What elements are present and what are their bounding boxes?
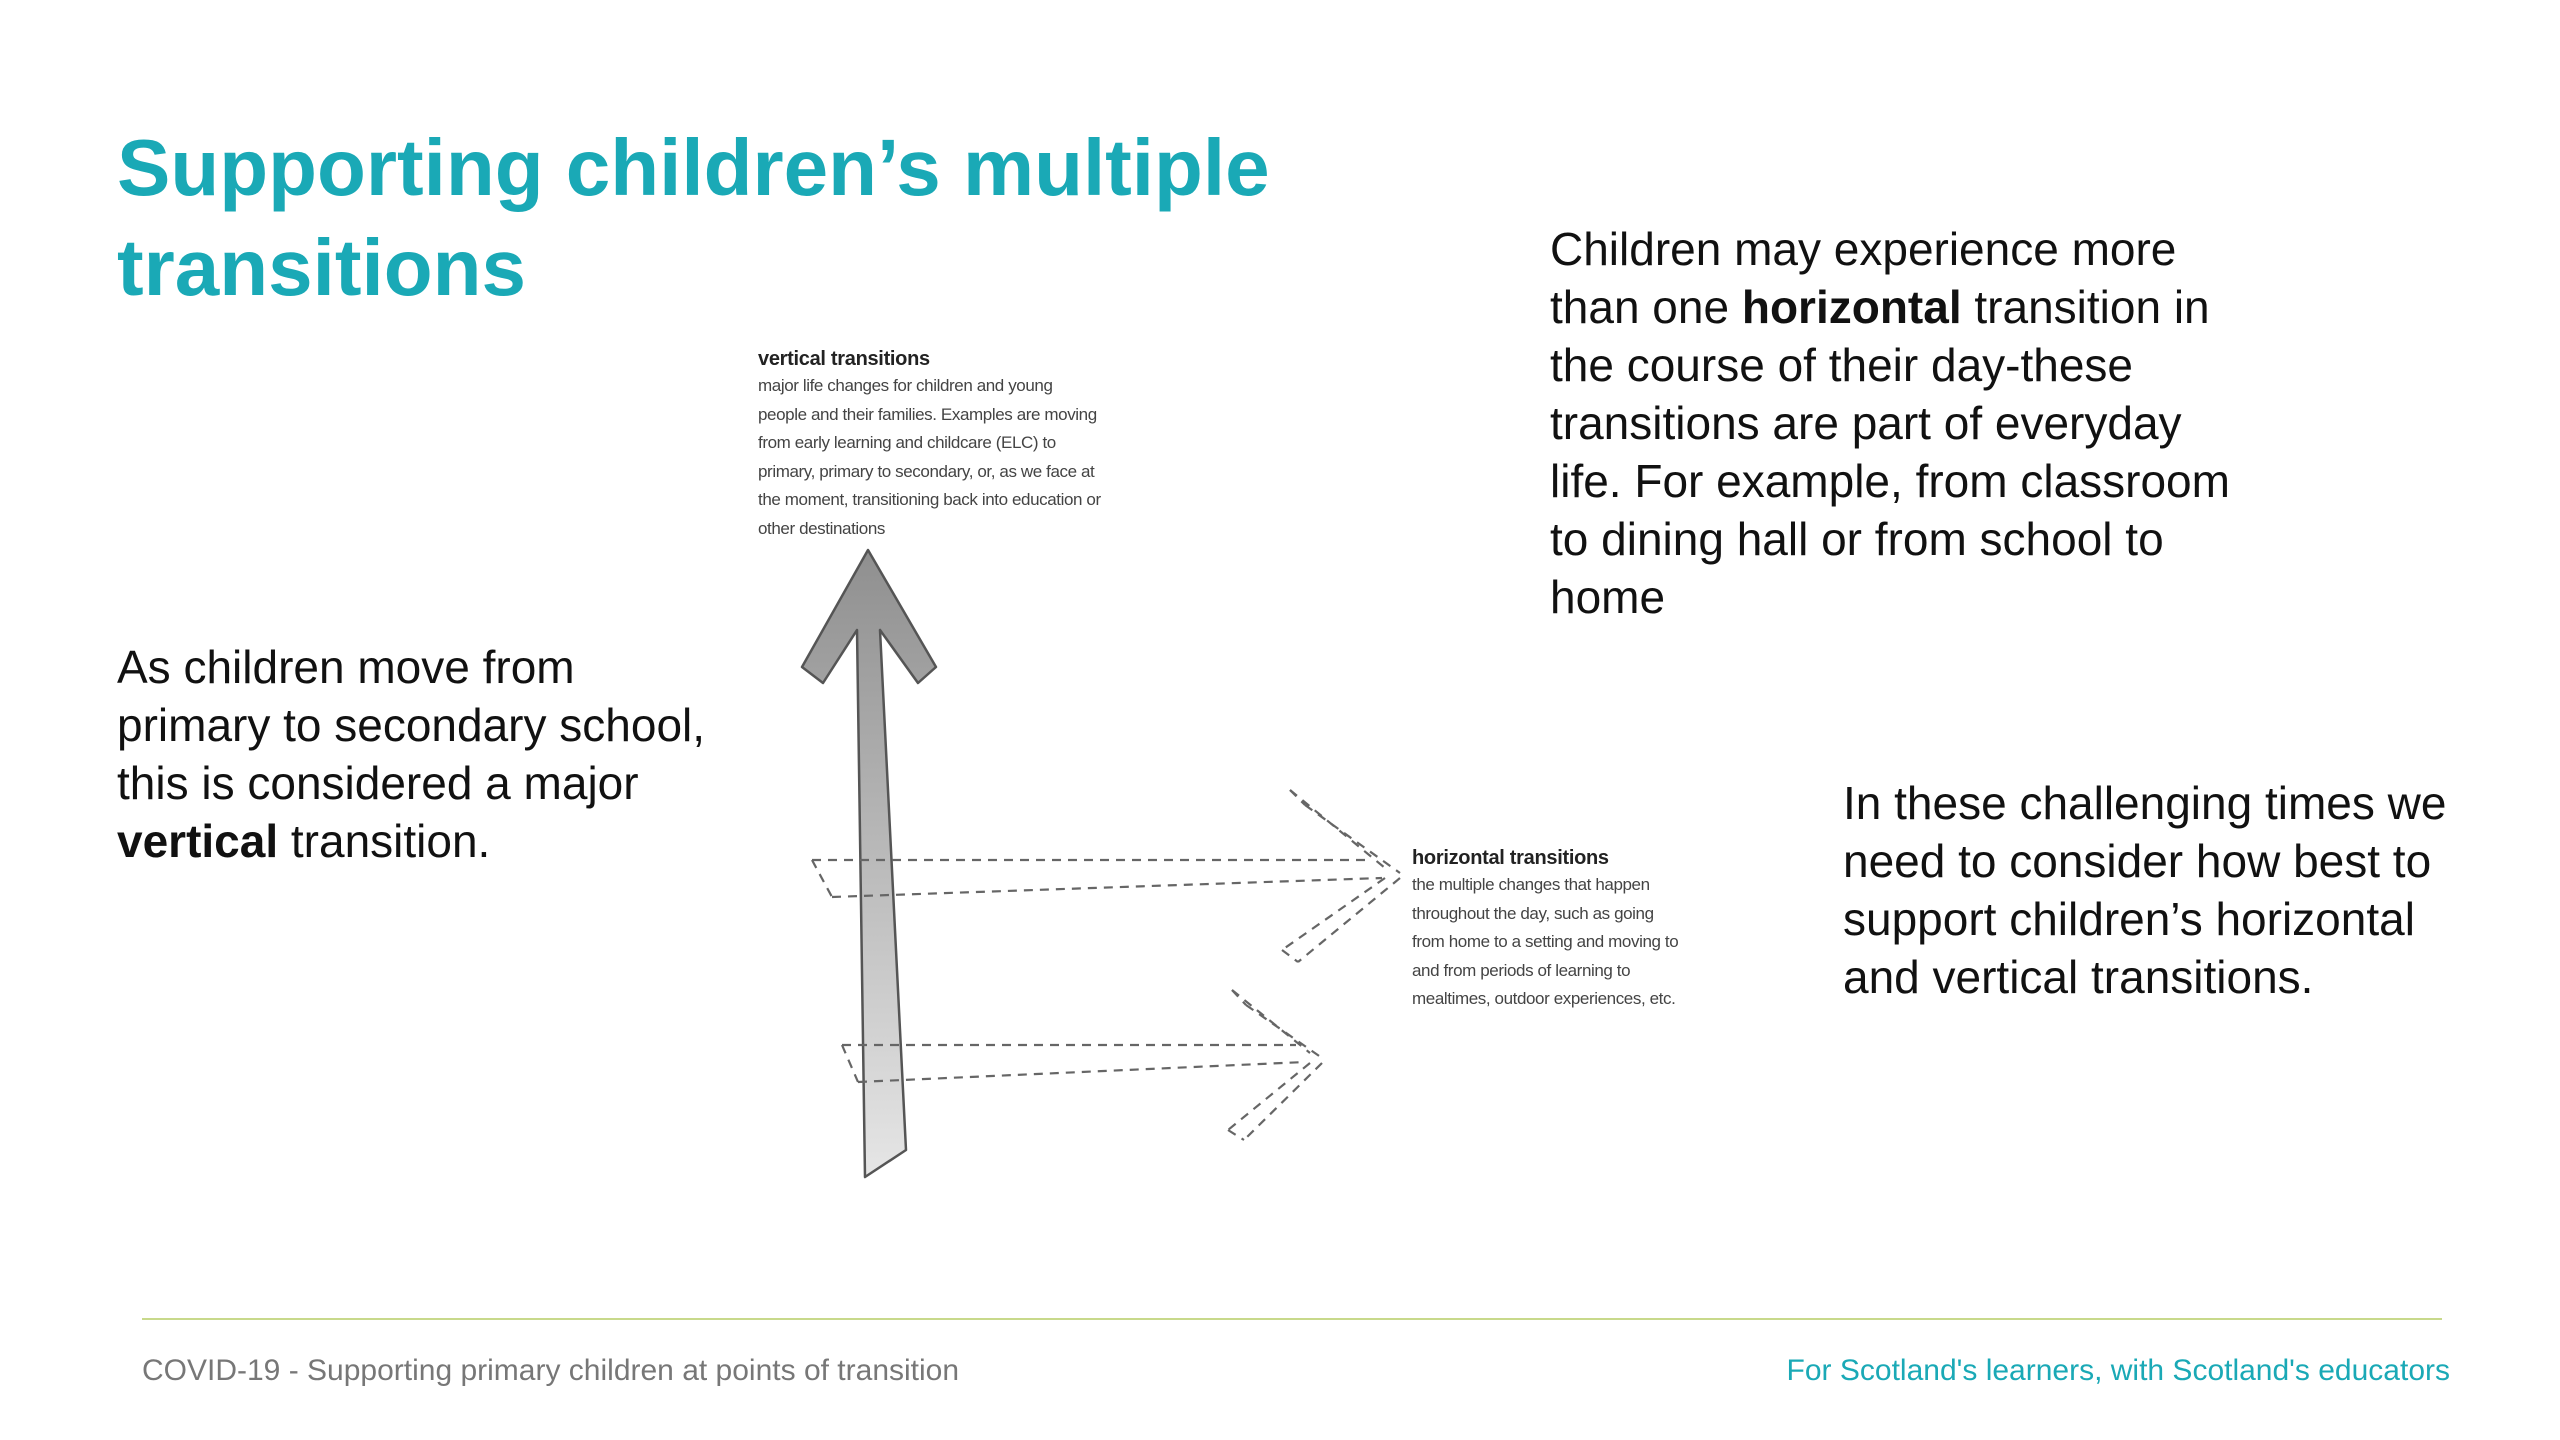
footer-divider — [142, 1318, 2442, 1320]
bold-term-horizontal: horizontal — [1741, 281, 1962, 333]
horizontal-arrow-lower — [842, 990, 1322, 1140]
footer-left-text: COVID-19 - Supporting primary children at points of transition — [142, 1354, 960, 1387]
vertical-arrow — [802, 550, 936, 1177]
footer-right-text: For Scotland's learners, with Scotland's educators — [1786, 1354, 2450, 1387]
slide-title: Supporting children’s multiple transitions — [117, 123, 1270, 312]
vertical-transitions-heading: vertical transitions — [758, 348, 930, 370]
vertical-transitions-label — [758, 346, 1103, 543]
text-segment: transition. — [278, 815, 491, 867]
vertical-transitions-body: major life changes for children and young people and their families. Examples are moving from early learning and childcare (ELC) to primary, primary to secondary, or, as we face at the moment, transitioning back into education or other destinations — [758, 376, 1101, 538]
horizontal-transitions-body: the multiple changes that happen throughout the day, such as going from home to a setting and moving to and from periods of learning to mealtimes, outdoor experiences, etc. — [1412, 875, 1679, 1008]
horizontal-arrow-upper — [812, 790, 1400, 962]
support-transitions-note: In these challenging times we need to consider how best to support children’s horizontal and vertical transitions. — [1843, 777, 2447, 1003]
text-segment: transition in the course of their day-these transitions are part of everyday life. For example, from classroom to dining hall or from school to home — [1550, 281, 2230, 623]
horizontal-transitions-heading: horizontal transitions — [1412, 847, 1609, 869]
bold-term-vertical: vertical — [117, 815, 279, 867]
text-segment: Children may experience more than one — [1550, 223, 2177, 333]
text-segment: As children move from primary to secondary school, this is considered a major — [117, 641, 706, 809]
horizontal-transitions-label — [1412, 845, 1682, 1014]
